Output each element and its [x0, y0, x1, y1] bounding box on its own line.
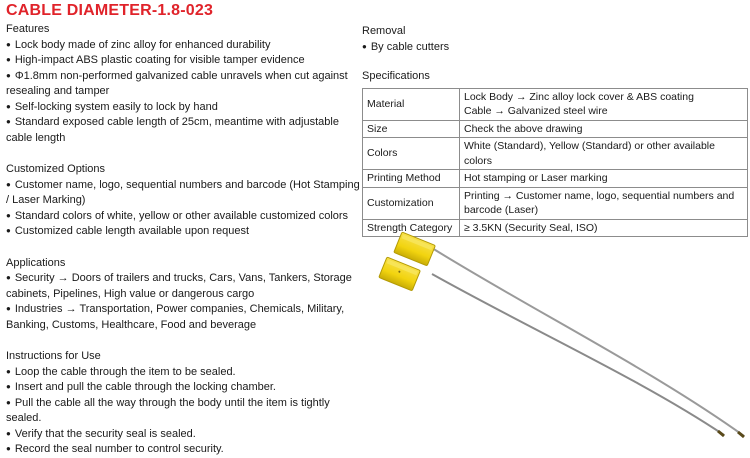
product-image [362, 220, 750, 450]
specifications-heading: Specifications [362, 70, 430, 82]
instructions-list [6, 365, 360, 458]
seal-body-upper [394, 232, 436, 266]
cable [432, 248, 744, 436]
spec-key: Colors [363, 138, 460, 170]
cable-seal-illustration [362, 220, 750, 450]
specifications-section [362, 69, 748, 237]
product-title: CABLE DIAMETER-1.8-023 [6, 2, 214, 19]
spec-value: ≥ 3.5KN (Security Seal, ISO) [460, 219, 748, 237]
list-item: ● Customized cable length available upon request [6, 224, 360, 240]
features-list [6, 38, 360, 147]
table-row [363, 138, 748, 170]
left-column [6, 22, 360, 458]
applications-heading: Applications [6, 256, 66, 269]
list-item: ● Verify that the security seal is sealed. [6, 427, 360, 443]
customized-options-section [6, 162, 360, 240]
list-item: ● Loop the cable through the item to be sealed. [6, 365, 360, 381]
spec-value-line: Printing → Customer name, logo, sequential numbers and [464, 189, 735, 202]
list-item: ● Φ1.8mm non-performed galvanized cable unravels when cut against resealing and tamper [6, 69, 360, 100]
features-heading: Features [6, 23, 50, 35]
customized-options-heading: Customized Options [6, 163, 106, 175]
list-item: ● Record the seal number to control security. [6, 442, 360, 458]
right-column [362, 24, 748, 237]
list-item: ● Standard colors of white, yellow or other available customized colors [6, 209, 360, 225]
instructions-heading: Instructions for Use [6, 350, 101, 362]
list-item: ● Standard exposed cable length of 25cm, meantime with adjustable cable length [6, 115, 360, 146]
spec-value-line: Cable → Galvanized steel wire [464, 105, 608, 117]
specifications-table [362, 88, 748, 238]
spec-value [460, 88, 748, 120]
cable [432, 274, 724, 435]
list-item: ● By cable cutters [362, 40, 748, 56]
table-row [363, 187, 748, 219]
list-item: ● Insert and pull the cable through the locking chamber. [6, 380, 360, 396]
list-item: ● Customer name, logo, sequential numbers and barcode (Hot Stamping / Laser Marking) [6, 178, 360, 209]
applications-list [6, 271, 360, 333]
instructions-section [6, 349, 360, 458]
cable-tip [738, 432, 744, 437]
table-row [363, 88, 748, 120]
spec-value [460, 187, 748, 219]
list-item: ● Industries → Transportation, Power companies, Chemicals, Military, Banking, Customs, Healthcare, Food and beverage [6, 302, 360, 333]
spec-value: Hot stamping or Laser marking [460, 170, 748, 188]
spec-value: White (Standard), Yellow (Standard) or other available colors [460, 138, 748, 170]
list-item: ● Pull the cable all the way through the body until the item is tightly sealed. [6, 396, 360, 427]
removal-heading: Removal [362, 25, 406, 37]
spec-key: Customization [363, 187, 460, 219]
customized-options-list [6, 178, 360, 240]
list-item: ● Self-locking system easily to lock by hand [6, 100, 360, 116]
spec-value: Check the above drawing [460, 120, 748, 138]
spec-key: Strength Category [363, 219, 460, 237]
applications-section [6, 256, 360, 334]
spec-key: Material [363, 88, 460, 120]
table-row [363, 120, 748, 138]
spec-value-line: Lock Body → Zinc alloy lock cover & ABS coating [464, 90, 694, 103]
removal-list [362, 40, 748, 56]
spec-key: Size [363, 120, 460, 138]
list-item: ● Security → Doors of trailers and trucks, Cars, Vans, Tankers, Storage cabinets, Pipelines, High value or dangerous cargo [6, 271, 360, 302]
cable-tip [718, 431, 724, 436]
list-item: ● High-impact ABS plastic coating for visible tamper evidence [6, 53, 360, 69]
table-row [363, 170, 748, 188]
list-item: ● Lock body made of zinc alloy for enhanced durability [6, 38, 360, 54]
spec-value-line: barcode (Laser) [464, 204, 539, 216]
spec-key: Printing Method [363, 170, 460, 188]
features-section [6, 22, 360, 146]
seal-body-lower [379, 257, 421, 291]
removal-section [362, 24, 748, 55]
